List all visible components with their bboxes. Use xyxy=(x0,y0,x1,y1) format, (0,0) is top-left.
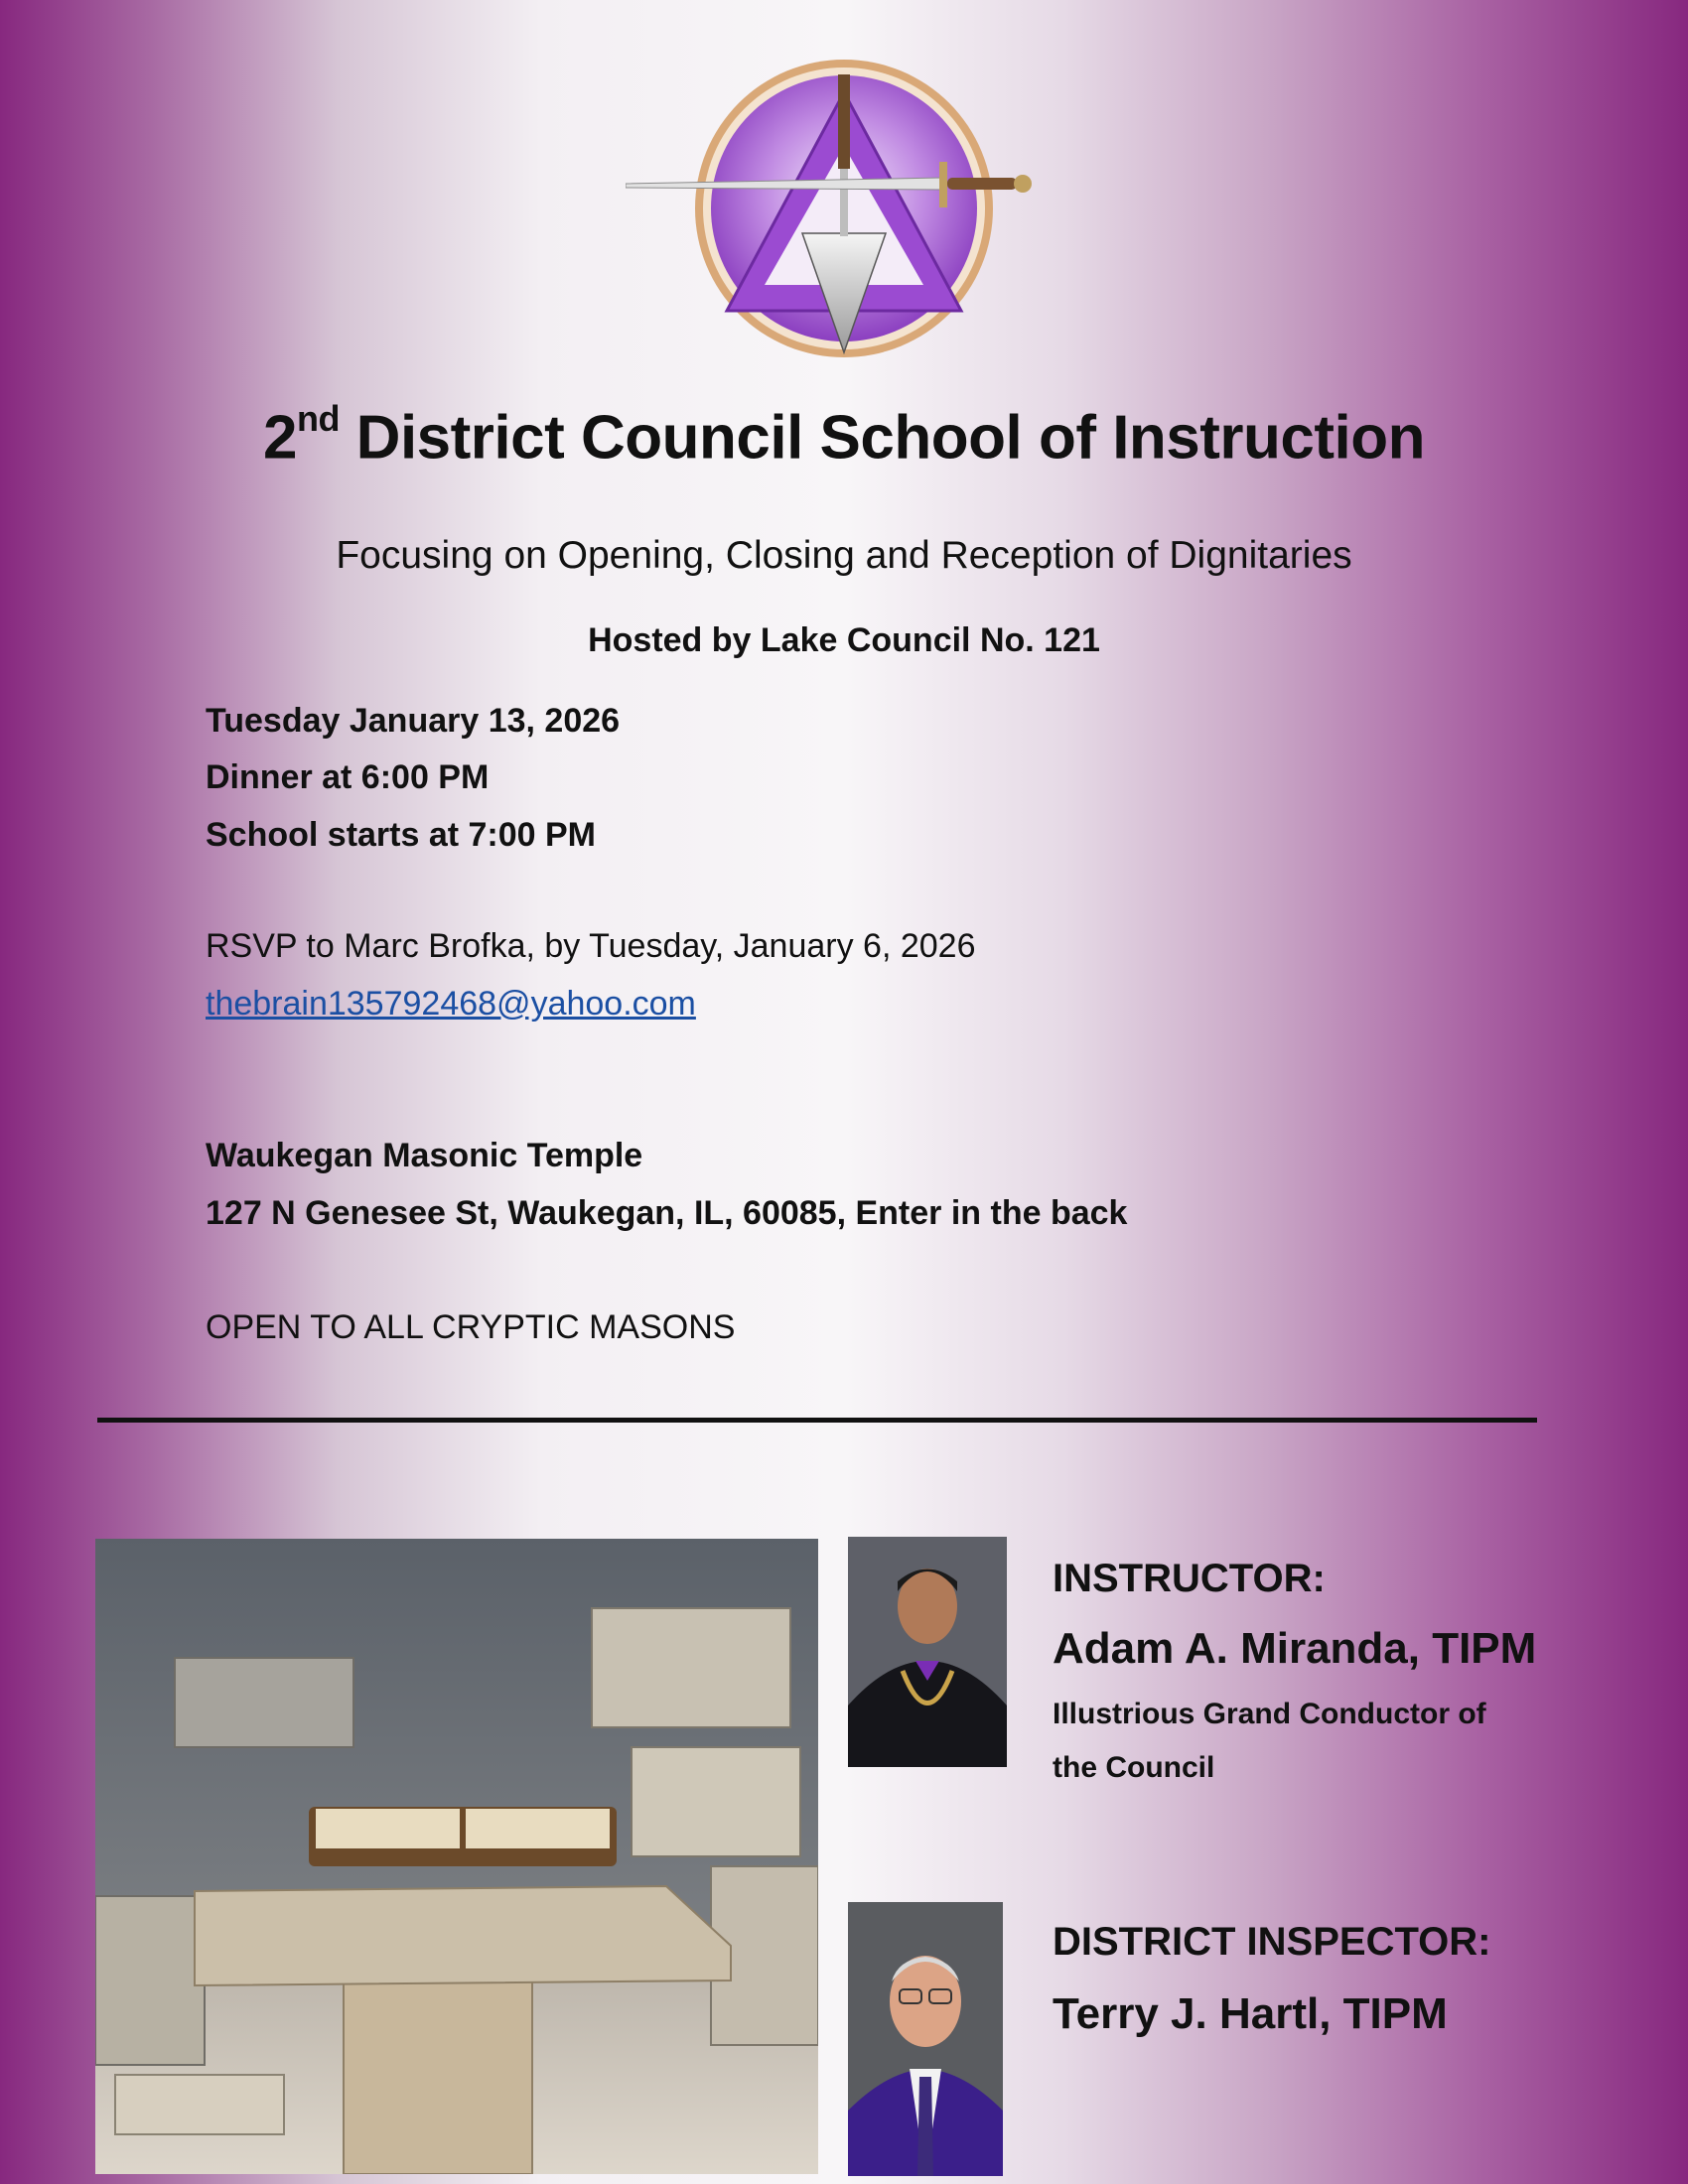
instructor-title-line2: the Council xyxy=(1053,1751,1215,1784)
inspector-role: DISTRICT INSPECTOR: xyxy=(1053,1920,1491,1964)
altar-scene-image xyxy=(95,1539,818,2174)
council-emblem-icon xyxy=(626,55,1062,362)
school-time: School starts at 7:00 PM xyxy=(206,816,597,854)
venue-address: 127 N Genesee St, Waukegan, IL, 60085, Enter in the back xyxy=(206,1194,1128,1232)
section-divider xyxy=(97,1418,1537,1423)
event-date: Tuesday January 13, 2026 xyxy=(206,702,621,740)
inspector-name: Terry J. Hartl, TIPM xyxy=(1053,1989,1448,2038)
open-to-line: OPEN TO ALL CRYPTIC MASONS xyxy=(206,1308,736,1346)
instructor-photo xyxy=(848,1537,1007,1767)
instructor-name: Adam A. Miranda, TIPM xyxy=(1053,1624,1537,1673)
rsvp-line: RSVP to Marc Brofka, by Tuesday, January 6, 2026 xyxy=(206,927,976,965)
host-line: Hosted by Lake Council No. 121 xyxy=(588,621,1100,659)
instructor-title-line1: Illustrious Grand Conductor of xyxy=(1053,1698,1486,1730)
email-link[interactable]: thebrain135792468@yahoo.com xyxy=(206,985,696,1023)
venue-name: Waukegan Masonic Temple xyxy=(206,1137,643,1174)
inspector-photo xyxy=(848,1902,1003,2176)
event-subtitle: Focusing on Opening, Closing and Reception of Dignitaries xyxy=(336,534,1352,577)
instructor-title xyxy=(1053,1688,1569,1795)
event-title: 2nd District Council School of Instruction xyxy=(262,398,1426,473)
instructor-role: INSTRUCTOR: xyxy=(1053,1557,1326,1600)
dinner-time: Dinner at 6:00 PM xyxy=(206,758,490,796)
